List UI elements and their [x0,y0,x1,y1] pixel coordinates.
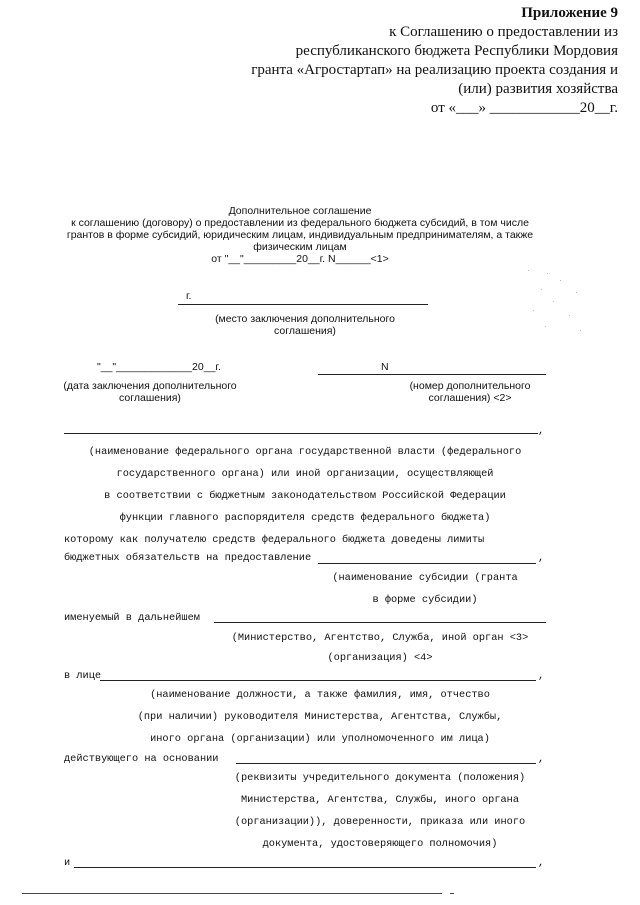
representative-field-line[interactable] [100,680,536,681]
comma: , [538,670,545,682]
basis-caption: Министерства, Агентства, Службы, иного органа [240,794,520,806]
org-caption: функции главного распорядителя средств федерального бюджета) [119,512,491,524]
date-caption: соглашения) [119,392,181,404]
header-date-line: от «___» ____________20__г. [430,100,618,116]
subsidy-caption: (наименование субсидии (гранта [332,572,518,584]
and-label: и [64,857,71,869]
header-line: гранта «Агростартап» на реализацию проекта создания и [251,62,618,78]
subsidy-name-field-line[interactable] [318,563,536,564]
comma: , [538,552,545,564]
place-field-line[interactable] [178,304,428,305]
date-caption: (дата заключения дополнительного [63,380,237,392]
org-caption: государственного органа) или иной организации, осуществляющей [116,468,494,480]
comma: , [538,425,545,437]
number-caption: (номер дополнительного [409,380,531,392]
place-caption: соглашения) [274,325,336,337]
doc-date-number-line: от "__"_________20__г. N______<1> [211,253,389,265]
person-caption: (наименование должности, а также фамилия, имя, отчество [150,689,490,701]
hereinafter-label: именуемый в дальнейшем [64,612,200,624]
appendix-number: Приложение 9 [521,5,618,21]
second-party-field-line[interactable] [74,867,536,868]
ministry-caption: (Министерство, Агентство, Служба, иной орган <3> [231,632,529,644]
place-caption: (место заключения дополнительного [215,313,395,325]
basis-caption: документа, удостоверяющего полномочия) [262,838,498,850]
number-caption: соглашения) <2> [428,392,512,404]
ministry-caption: (организация) <4> [327,652,433,664]
header-line: республиканского бюджета Республики Мордовия [295,43,618,59]
basis-caption: (организации)), доверенности, приказа или иного [234,816,526,828]
limits-text: бюджетных обязательств на предоставление [64,552,312,564]
agreement-number-field-line[interactable] [318,374,546,375]
org-name-field-line[interactable] [64,433,538,434]
subsidy-caption: в форме субсидии) [372,594,478,606]
basis-field-line[interactable] [236,763,536,764]
header-line: к Соглашению о предоставлении из [389,24,618,40]
org-caption: (наименование федерального органа государственной власти (федерального [88,446,522,458]
person-caption: иного органа (организации) или уполномоченного им лица) [150,733,490,745]
agreement-number-label: N [381,361,389,373]
limits-text: которому как получателю средств федерального бюджета доведены лимиты [64,534,485,546]
doc-subtitle-line: грантов в форме субсидий, юридическим лицам, индивидуальным предпринимателям, а также [66,229,534,241]
doc-subtitle-line: к соглашению (договору) о предоставлении из федерального бюджета субсидий, в том числе [71,217,529,229]
footer-rule [22,893,442,894]
person-caption: (при наличии) руководителя Министерства, Агентства, Службы, [137,711,503,723]
place-prefix: г. [186,290,192,302]
basis-caption: (реквизиты учредительного документа (положения) [234,772,526,784]
comma: , [538,857,545,869]
comma: , [538,753,545,765]
agreement-date-field[interactable]: "__"_____________20__г. [97,361,221,373]
doc-subtitle-line: физическим лицам [253,241,347,253]
footer-rule-dash [450,893,454,894]
header-line: (или) развития хозяйства [458,81,618,97]
in-person-label: в лице [64,670,102,682]
hereinafter-field-line[interactable] [214,622,546,623]
acting-basis-label: действующего на основании [64,753,219,765]
org-caption: в соответствии с бюджетным законодательством Российской Федерации [104,490,506,502]
doc-title: Дополнительное соглашение [228,205,372,217]
